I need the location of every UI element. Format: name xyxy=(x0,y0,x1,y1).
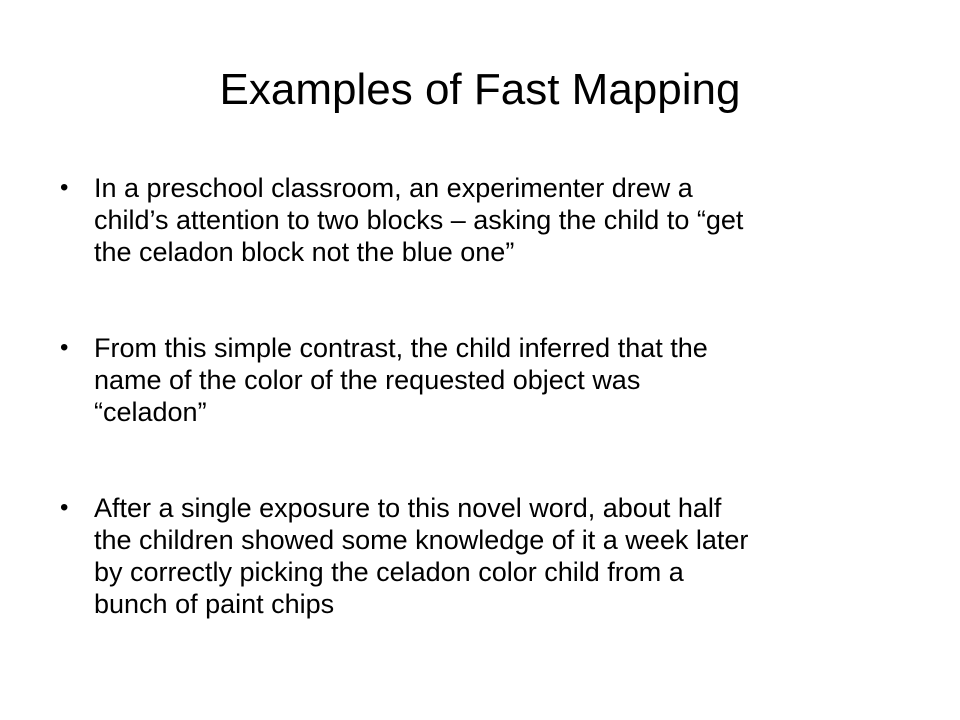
bullet-3-line-2: the children showed some knowledge of it a week later xyxy=(94,525,749,555)
bullet-1-line-1: In a preschool classroom, an experimenter drew a xyxy=(94,173,693,203)
bullet-icon: • xyxy=(60,174,69,201)
bullet-icon: • xyxy=(60,334,69,361)
bullet-3-line-1: After a single exposure to this novel word, about half xyxy=(94,493,722,523)
bullet-2-line-3: “celadon” xyxy=(94,397,207,427)
bullet-1-line-3: the celadon block not the blue one” xyxy=(94,237,515,267)
slide-title: Examples of Fast Mapping xyxy=(219,65,741,114)
bullet-item-1 xyxy=(58,172,918,268)
bullet-3-line-4: bunch of paint chips xyxy=(94,589,335,619)
bullet-icon: • xyxy=(60,494,69,521)
bullet-list xyxy=(58,172,918,684)
bullet-2-line-1: From this simple contrast, the child inferred that the xyxy=(94,333,708,363)
bullet-3-line-3: by correctly picking the celadon color child from a xyxy=(94,557,684,587)
bullet-1-line-2: child’s attention to two blocks – asking the child to “get xyxy=(94,205,744,235)
bullet-item-2 xyxy=(58,332,918,428)
bullet-2-line-2: name of the color of the requested object was xyxy=(94,365,641,395)
bullet-item-3 xyxy=(58,492,918,620)
